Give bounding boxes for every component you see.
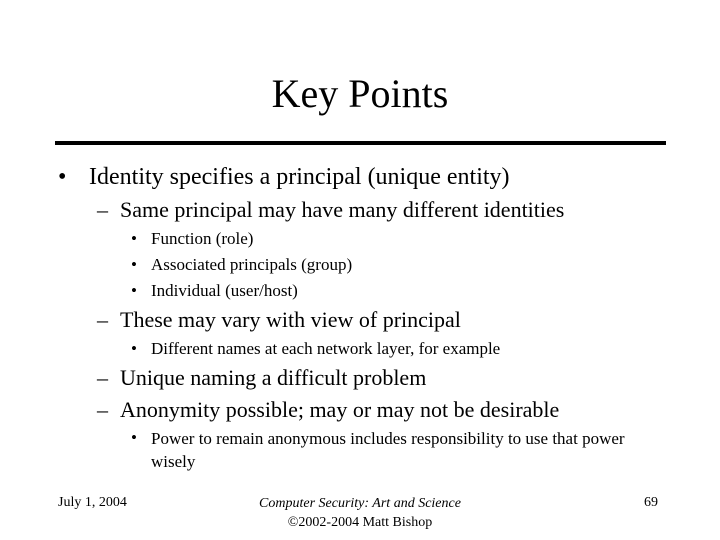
bullet-marker: –	[97, 197, 108, 222]
bullet-marker: –	[97, 365, 108, 390]
footer-date: July 1, 2004	[58, 495, 127, 510]
bullet-text: Power to remain anonymous includes responsibility to use that power wisely	[151, 429, 625, 471]
bullet-marker: •	[131, 339, 137, 358]
bullet-marker: •	[131, 281, 137, 300]
footer-course-title: Computer Security: Art and Science	[259, 496, 461, 511]
bullet-text: Same principal may have many different identities	[120, 197, 565, 222]
bullet-marker: •	[58, 164, 67, 190]
bullet-text: Identity specifies a principal (unique entity)	[89, 164, 510, 190]
footer-page-number: 69	[644, 495, 658, 510]
bullet-text: Anonymity possible; may or may not be desirable	[120, 397, 560, 422]
bullet-marker: –	[97, 397, 108, 422]
footer-center	[210, 494, 510, 532]
footer-copyright: ©2002-2004 Matt Bishop	[287, 515, 433, 530]
bullet-text: Associated principals (group)	[151, 255, 353, 274]
bullet-text: These may vary with view of principal	[120, 307, 461, 332]
bullet-text: Individual (user/host)	[151, 281, 298, 300]
bullet-text: Unique naming a difficult problem	[120, 365, 427, 390]
title-divider	[55, 141, 666, 145]
slide-title: Key Points	[271, 71, 449, 116]
bullet-marker: •	[131, 428, 137, 447]
bullet-text: Function (role)	[151, 229, 254, 248]
bullet-marker: –	[97, 307, 108, 332]
bullet-marker: •	[131, 229, 137, 248]
bullet-marker: •	[131, 255, 137, 274]
bullet-text: Different names at each network layer, for example	[151, 339, 501, 358]
